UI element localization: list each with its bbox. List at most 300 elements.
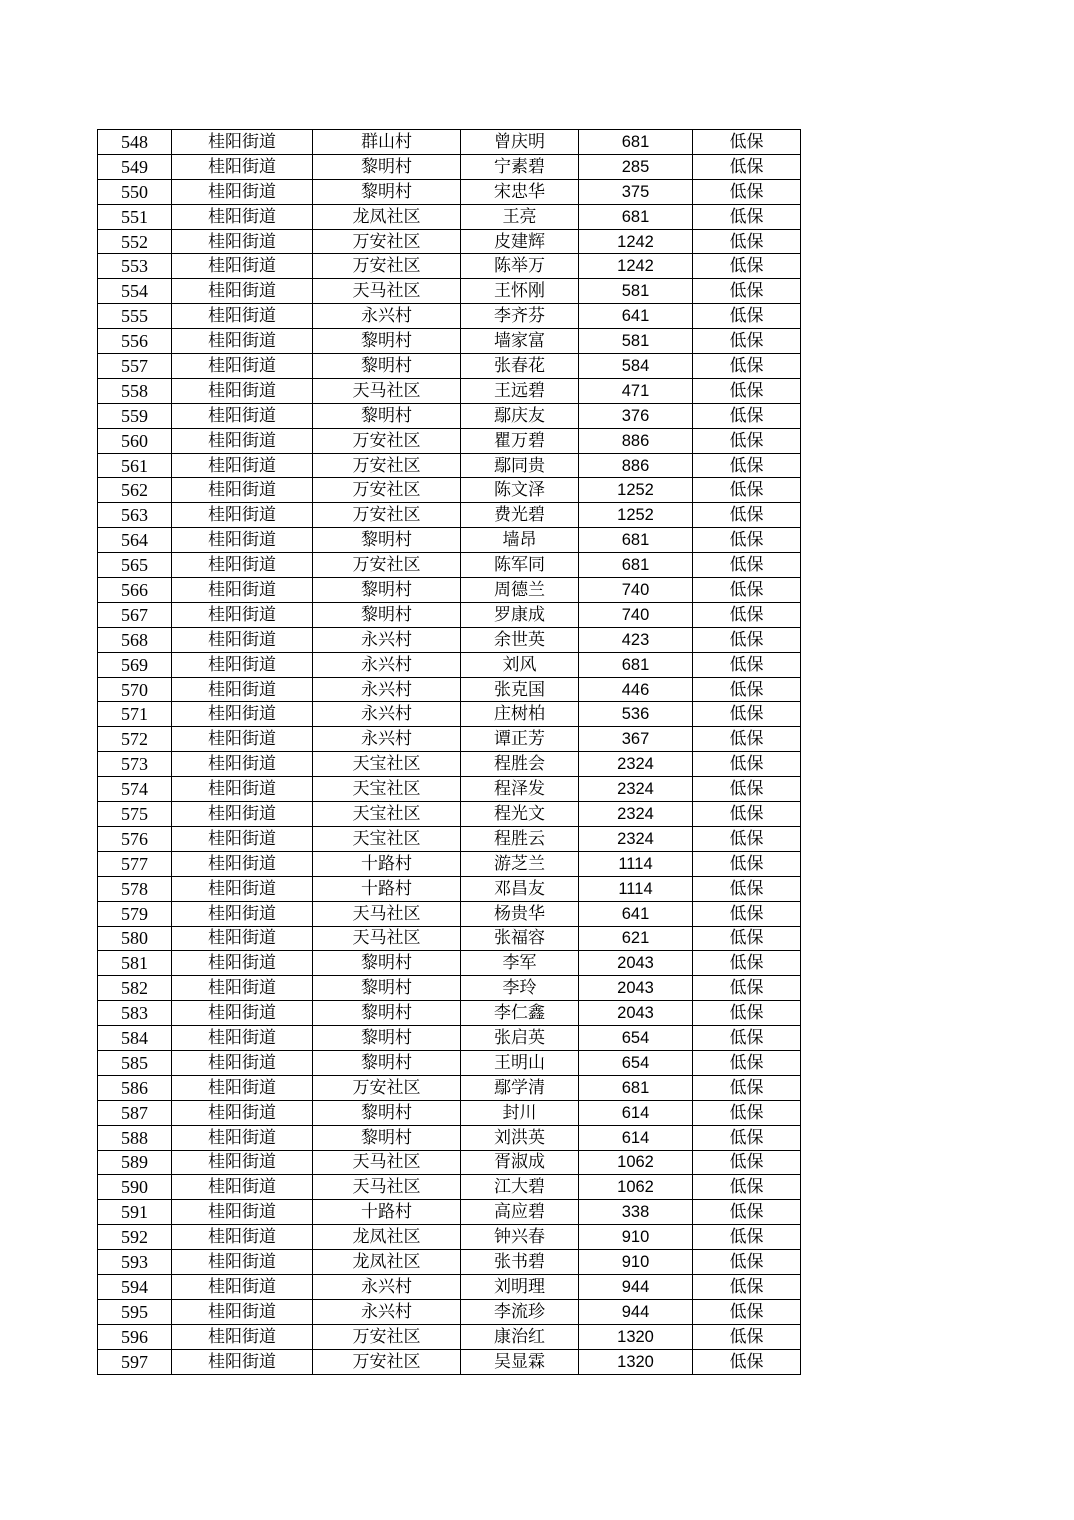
row-index-cell: 553 xyxy=(98,254,172,279)
amount-cell: 581 xyxy=(579,329,693,354)
amount-cell: 886 xyxy=(579,428,693,453)
name-cell: 程胜云 xyxy=(461,826,579,851)
amount-cell: 910 xyxy=(579,1225,693,1250)
type-cell: 低保 xyxy=(693,478,801,503)
name-cell: 李玲 xyxy=(461,976,579,1001)
street-cell: 桂阳街道 xyxy=(172,453,313,478)
community-cell: 黎明村 xyxy=(313,154,461,179)
name-cell: 陈军同 xyxy=(461,553,579,578)
table-row xyxy=(98,1225,801,1250)
type-cell: 低保 xyxy=(693,901,801,926)
type-cell: 低保 xyxy=(693,1250,801,1275)
name-cell: 高应碧 xyxy=(461,1200,579,1225)
row-index-cell: 583 xyxy=(98,1001,172,1026)
street-cell: 桂阳街道 xyxy=(172,254,313,279)
table-row xyxy=(98,428,801,453)
row-index-cell: 574 xyxy=(98,777,172,802)
street-cell: 桂阳街道 xyxy=(172,652,313,677)
table-row xyxy=(98,876,801,901)
amount-cell: 471 xyxy=(579,378,693,403)
type-cell: 低保 xyxy=(693,378,801,403)
name-cell: 罗康成 xyxy=(461,602,579,627)
type-cell: 低保 xyxy=(693,428,801,453)
table-row xyxy=(98,652,801,677)
type-cell: 低保 xyxy=(693,1001,801,1026)
street-cell: 桂阳街道 xyxy=(172,1026,313,1051)
row-index-cell: 567 xyxy=(98,602,172,627)
street-cell: 桂阳街道 xyxy=(172,1050,313,1075)
street-cell: 桂阳街道 xyxy=(172,428,313,453)
data-table xyxy=(97,129,801,1375)
type-cell: 低保 xyxy=(693,752,801,777)
name-cell: 康治红 xyxy=(461,1324,579,1349)
community-cell: 永兴村 xyxy=(313,1299,461,1324)
community-cell: 黎明村 xyxy=(313,354,461,379)
amount-cell: 681 xyxy=(579,1075,693,1100)
row-index-cell: 550 xyxy=(98,179,172,204)
community-cell: 天宝社区 xyxy=(313,752,461,777)
table-row xyxy=(98,254,801,279)
type-cell: 低保 xyxy=(693,1200,801,1225)
amount-cell: 423 xyxy=(579,627,693,652)
table-row xyxy=(98,677,801,702)
street-cell: 桂阳街道 xyxy=(172,304,313,329)
name-cell: 周德兰 xyxy=(461,578,579,603)
row-index-cell: 556 xyxy=(98,329,172,354)
type-cell: 低保 xyxy=(693,154,801,179)
type-cell: 低保 xyxy=(693,1274,801,1299)
community-cell: 黎明村 xyxy=(313,1026,461,1051)
type-cell: 低保 xyxy=(693,602,801,627)
community-cell: 黎明村 xyxy=(313,578,461,603)
street-cell: 桂阳街道 xyxy=(172,976,313,1001)
amount-cell: 1062 xyxy=(579,1175,693,1200)
street-cell: 桂阳街道 xyxy=(172,1274,313,1299)
type-cell: 低保 xyxy=(693,528,801,553)
table-row xyxy=(98,528,801,553)
type-cell: 低保 xyxy=(693,1100,801,1125)
amount-cell: 1320 xyxy=(579,1349,693,1374)
name-cell: 王远碧 xyxy=(461,378,579,403)
amount-cell: 581 xyxy=(579,279,693,304)
amount-cell: 1114 xyxy=(579,851,693,876)
community-cell: 黎明村 xyxy=(313,951,461,976)
row-index-cell: 582 xyxy=(98,976,172,1001)
street-cell: 桂阳街道 xyxy=(172,1250,313,1275)
row-index-cell: 552 xyxy=(98,229,172,254)
amount-cell: 1242 xyxy=(579,254,693,279)
row-index-cell: 549 xyxy=(98,154,172,179)
row-index-cell: 564 xyxy=(98,528,172,553)
row-index-cell: 559 xyxy=(98,403,172,428)
type-cell: 低保 xyxy=(693,553,801,578)
amount-cell: 944 xyxy=(579,1299,693,1324)
table-row xyxy=(98,702,801,727)
name-cell: 游芝兰 xyxy=(461,851,579,876)
amount-cell: 654 xyxy=(579,1050,693,1075)
community-cell: 万安社区 xyxy=(313,1324,461,1349)
name-cell: 宁素碧 xyxy=(461,154,579,179)
table-row xyxy=(98,1175,801,1200)
row-index-cell: 571 xyxy=(98,702,172,727)
table-row xyxy=(98,1001,801,1026)
amount-cell: 1242 xyxy=(579,229,693,254)
street-cell: 桂阳街道 xyxy=(172,1175,313,1200)
type-cell: 低保 xyxy=(693,677,801,702)
row-index-cell: 591 xyxy=(98,1200,172,1225)
amount-cell: 2324 xyxy=(579,752,693,777)
name-cell: 曾庆明 xyxy=(461,130,579,155)
street-cell: 桂阳街道 xyxy=(172,727,313,752)
table-row xyxy=(98,1299,801,1324)
community-cell: 黎明村 xyxy=(313,976,461,1001)
name-cell: 庄树柏 xyxy=(461,702,579,727)
amount-cell: 910 xyxy=(579,1250,693,1275)
table-row xyxy=(98,179,801,204)
type-cell: 低保 xyxy=(693,1125,801,1150)
street-cell: 桂阳街道 xyxy=(172,130,313,155)
community-cell: 万安社区 xyxy=(313,1075,461,1100)
street-cell: 桂阳街道 xyxy=(172,503,313,528)
type-cell: 低保 xyxy=(693,1026,801,1051)
community-cell: 龙凤社区 xyxy=(313,204,461,229)
name-cell: 张春花 xyxy=(461,354,579,379)
row-index-cell: 572 xyxy=(98,727,172,752)
table-row xyxy=(98,802,801,827)
table-row xyxy=(98,826,801,851)
row-index-cell: 554 xyxy=(98,279,172,304)
community-cell: 龙凤社区 xyxy=(313,1225,461,1250)
table-row xyxy=(98,204,801,229)
type-cell: 低保 xyxy=(693,826,801,851)
row-index-cell: 596 xyxy=(98,1324,172,1349)
community-cell: 天马社区 xyxy=(313,1150,461,1175)
table-row xyxy=(98,1274,801,1299)
street-cell: 桂阳街道 xyxy=(172,279,313,304)
community-cell: 黎明村 xyxy=(313,179,461,204)
table-row xyxy=(98,130,801,155)
name-cell: 张书碧 xyxy=(461,1250,579,1275)
amount-cell: 681 xyxy=(579,652,693,677)
amount-cell: 2324 xyxy=(579,826,693,851)
row-index-cell: 551 xyxy=(98,204,172,229)
row-index-cell: 587 xyxy=(98,1100,172,1125)
type-cell: 低保 xyxy=(693,179,801,204)
type-cell: 低保 xyxy=(693,204,801,229)
name-cell: 王亮 xyxy=(461,204,579,229)
type-cell: 低保 xyxy=(693,926,801,951)
street-cell: 桂阳街道 xyxy=(172,1200,313,1225)
name-cell: 张福容 xyxy=(461,926,579,951)
table-row xyxy=(98,229,801,254)
type-cell: 低保 xyxy=(693,503,801,528)
row-index-cell: 558 xyxy=(98,378,172,403)
community-cell: 天马社区 xyxy=(313,926,461,951)
amount-cell: 681 xyxy=(579,528,693,553)
street-cell: 桂阳街道 xyxy=(172,1150,313,1175)
amount-cell: 2043 xyxy=(579,976,693,1001)
community-cell: 天马社区 xyxy=(313,1175,461,1200)
type-cell: 低保 xyxy=(693,130,801,155)
row-index-cell: 594 xyxy=(98,1274,172,1299)
street-cell: 桂阳街道 xyxy=(172,901,313,926)
street-cell: 桂阳街道 xyxy=(172,1324,313,1349)
name-cell: 封川 xyxy=(461,1100,579,1125)
type-cell: 低保 xyxy=(693,229,801,254)
row-index-cell: 589 xyxy=(98,1150,172,1175)
community-cell: 天马社区 xyxy=(313,901,461,926)
row-index-cell: 557 xyxy=(98,354,172,379)
type-cell: 低保 xyxy=(693,851,801,876)
row-index-cell: 586 xyxy=(98,1075,172,1100)
name-cell: 宋忠华 xyxy=(461,179,579,204)
community-cell: 天宝社区 xyxy=(313,802,461,827)
amount-cell: 886 xyxy=(579,453,693,478)
row-index-cell: 569 xyxy=(98,652,172,677)
name-cell: 墙家富 xyxy=(461,329,579,354)
table-row xyxy=(98,1349,801,1374)
type-cell: 低保 xyxy=(693,702,801,727)
name-cell: 胥淑成 xyxy=(461,1150,579,1175)
name-cell: 李军 xyxy=(461,951,579,976)
table-row xyxy=(98,354,801,379)
street-cell: 桂阳街道 xyxy=(172,354,313,379)
row-index-cell: 588 xyxy=(98,1125,172,1150)
amount-cell: 2043 xyxy=(579,1001,693,1026)
amount-cell: 641 xyxy=(579,304,693,329)
community-cell: 永兴村 xyxy=(313,1274,461,1299)
name-cell: 杨贵华 xyxy=(461,901,579,926)
row-index-cell: 568 xyxy=(98,627,172,652)
table-row xyxy=(98,154,801,179)
row-index-cell: 561 xyxy=(98,453,172,478)
name-cell: 李流珍 xyxy=(461,1299,579,1324)
community-cell: 万安社区 xyxy=(313,478,461,503)
street-cell: 桂阳街道 xyxy=(172,851,313,876)
name-cell: 李仁鑫 xyxy=(461,1001,579,1026)
community-cell: 黎明村 xyxy=(313,602,461,627)
street-cell: 桂阳街道 xyxy=(172,154,313,179)
table-row xyxy=(98,453,801,478)
name-cell: 邓昌友 xyxy=(461,876,579,901)
name-cell: 陈文泽 xyxy=(461,478,579,503)
type-cell: 低保 xyxy=(693,652,801,677)
table-row xyxy=(98,1150,801,1175)
community-cell: 黎明村 xyxy=(313,1125,461,1150)
amount-cell: 1114 xyxy=(579,876,693,901)
type-cell: 低保 xyxy=(693,976,801,1001)
table-row xyxy=(98,378,801,403)
table-row xyxy=(98,1324,801,1349)
community-cell: 黎明村 xyxy=(313,1001,461,1026)
community-cell: 万安社区 xyxy=(313,453,461,478)
name-cell: 陈举万 xyxy=(461,254,579,279)
name-cell: 王明山 xyxy=(461,1050,579,1075)
row-index-cell: 562 xyxy=(98,478,172,503)
street-cell: 桂阳街道 xyxy=(172,876,313,901)
type-cell: 低保 xyxy=(693,1175,801,1200)
table-row xyxy=(98,1200,801,1225)
amount-cell: 2324 xyxy=(579,777,693,802)
name-cell: 墙昂 xyxy=(461,528,579,553)
row-index-cell: 593 xyxy=(98,1250,172,1275)
table-row xyxy=(98,1050,801,1075)
table-row xyxy=(98,1125,801,1150)
type-cell: 低保 xyxy=(693,1225,801,1250)
type-cell: 低保 xyxy=(693,304,801,329)
name-cell: 瞿万碧 xyxy=(461,428,579,453)
table-row xyxy=(98,976,801,1001)
row-index-cell: 573 xyxy=(98,752,172,777)
row-index-cell: 590 xyxy=(98,1175,172,1200)
table-row xyxy=(98,478,801,503)
amount-cell: 338 xyxy=(579,1200,693,1225)
row-index-cell: 595 xyxy=(98,1299,172,1324)
community-cell: 龙凤社区 xyxy=(313,1250,461,1275)
amount-cell: 681 xyxy=(579,204,693,229)
name-cell: 鄢同贵 xyxy=(461,453,579,478)
type-cell: 低保 xyxy=(693,354,801,379)
street-cell: 桂阳街道 xyxy=(172,702,313,727)
street-cell: 桂阳街道 xyxy=(172,752,313,777)
type-cell: 低保 xyxy=(693,1324,801,1349)
row-index-cell: 580 xyxy=(98,926,172,951)
type-cell: 低保 xyxy=(693,403,801,428)
type-cell: 低保 xyxy=(693,279,801,304)
type-cell: 低保 xyxy=(693,1299,801,1324)
type-cell: 低保 xyxy=(693,876,801,901)
name-cell: 张启英 xyxy=(461,1026,579,1051)
street-cell: 桂阳街道 xyxy=(172,229,313,254)
amount-cell: 944 xyxy=(579,1274,693,1299)
row-index-cell: 576 xyxy=(98,826,172,851)
community-cell: 永兴村 xyxy=(313,304,461,329)
table-row xyxy=(98,777,801,802)
community-cell: 群山村 xyxy=(313,130,461,155)
type-cell: 低保 xyxy=(693,1150,801,1175)
street-cell: 桂阳街道 xyxy=(172,578,313,603)
community-cell: 万安社区 xyxy=(313,254,461,279)
street-cell: 桂阳街道 xyxy=(172,528,313,553)
name-cell: 王怀刚 xyxy=(461,279,579,304)
row-index-cell: 575 xyxy=(98,802,172,827)
amount-cell: 367 xyxy=(579,727,693,752)
table-row xyxy=(98,901,801,926)
row-index-cell: 585 xyxy=(98,1050,172,1075)
table-row xyxy=(98,304,801,329)
street-cell: 桂阳街道 xyxy=(172,602,313,627)
table-row xyxy=(98,578,801,603)
table-row xyxy=(98,1100,801,1125)
type-cell: 低保 xyxy=(693,254,801,279)
type-cell: 低保 xyxy=(693,727,801,752)
street-cell: 桂阳街道 xyxy=(172,179,313,204)
street-cell: 桂阳街道 xyxy=(172,926,313,951)
name-cell: 刘洪英 xyxy=(461,1125,579,1150)
community-cell: 天马社区 xyxy=(313,378,461,403)
name-cell: 吴显霖 xyxy=(461,1349,579,1374)
row-index-cell: 577 xyxy=(98,851,172,876)
type-cell: 低保 xyxy=(693,1349,801,1374)
community-cell: 永兴村 xyxy=(313,727,461,752)
row-index-cell: 597 xyxy=(98,1349,172,1374)
community-cell: 黎明村 xyxy=(313,329,461,354)
amount-cell: 584 xyxy=(579,354,693,379)
street-cell: 桂阳街道 xyxy=(172,951,313,976)
street-cell: 桂阳街道 xyxy=(172,677,313,702)
community-cell: 万安社区 xyxy=(313,1349,461,1374)
row-index-cell: 570 xyxy=(98,677,172,702)
street-cell: 桂阳街道 xyxy=(172,627,313,652)
amount-cell: 376 xyxy=(579,403,693,428)
community-cell: 十路村 xyxy=(313,851,461,876)
table-row xyxy=(98,851,801,876)
street-cell: 桂阳街道 xyxy=(172,1075,313,1100)
street-cell: 桂阳街道 xyxy=(172,403,313,428)
amount-cell: 681 xyxy=(579,553,693,578)
amount-cell: 285 xyxy=(579,154,693,179)
table-row xyxy=(98,752,801,777)
name-cell: 余世英 xyxy=(461,627,579,652)
amount-cell: 375 xyxy=(579,179,693,204)
table-row xyxy=(98,1250,801,1275)
type-cell: 低保 xyxy=(693,1075,801,1100)
amount-cell: 446 xyxy=(579,677,693,702)
table-row xyxy=(98,951,801,976)
type-cell: 低保 xyxy=(693,627,801,652)
type-cell: 低保 xyxy=(693,1050,801,1075)
row-index-cell: 592 xyxy=(98,1225,172,1250)
table-row xyxy=(98,329,801,354)
row-index-cell: 579 xyxy=(98,901,172,926)
row-index-cell: 555 xyxy=(98,304,172,329)
street-cell: 桂阳街道 xyxy=(172,478,313,503)
community-cell: 永兴村 xyxy=(313,677,461,702)
type-cell: 低保 xyxy=(693,453,801,478)
community-cell: 永兴村 xyxy=(313,627,461,652)
name-cell: 张克国 xyxy=(461,677,579,702)
street-cell: 桂阳街道 xyxy=(172,553,313,578)
type-cell: 低保 xyxy=(693,777,801,802)
table-row xyxy=(98,1026,801,1051)
name-cell: 钟兴春 xyxy=(461,1225,579,1250)
community-cell: 黎明村 xyxy=(313,1100,461,1125)
amount-cell: 1252 xyxy=(579,503,693,528)
table-row xyxy=(98,627,801,652)
amount-cell: 654 xyxy=(579,1026,693,1051)
name-cell: 李齐芬 xyxy=(461,304,579,329)
table-row xyxy=(98,926,801,951)
street-cell: 桂阳街道 xyxy=(172,1001,313,1026)
table-row xyxy=(98,403,801,428)
street-cell: 桂阳街道 xyxy=(172,204,313,229)
name-cell: 程胜会 xyxy=(461,752,579,777)
street-cell: 桂阳街道 xyxy=(172,329,313,354)
name-cell: 鄢庆友 xyxy=(461,403,579,428)
name-cell: 刘风 xyxy=(461,652,579,677)
name-cell: 鄢学清 xyxy=(461,1075,579,1100)
name-cell: 程泽发 xyxy=(461,777,579,802)
type-cell: 低保 xyxy=(693,802,801,827)
name-cell: 谭正芳 xyxy=(461,727,579,752)
community-cell: 万安社区 xyxy=(313,428,461,453)
table-row xyxy=(98,1075,801,1100)
amount-cell: 621 xyxy=(579,926,693,951)
community-cell: 天宝社区 xyxy=(313,777,461,802)
table-row xyxy=(98,503,801,528)
amount-cell: 641 xyxy=(579,901,693,926)
type-cell: 低保 xyxy=(693,329,801,354)
